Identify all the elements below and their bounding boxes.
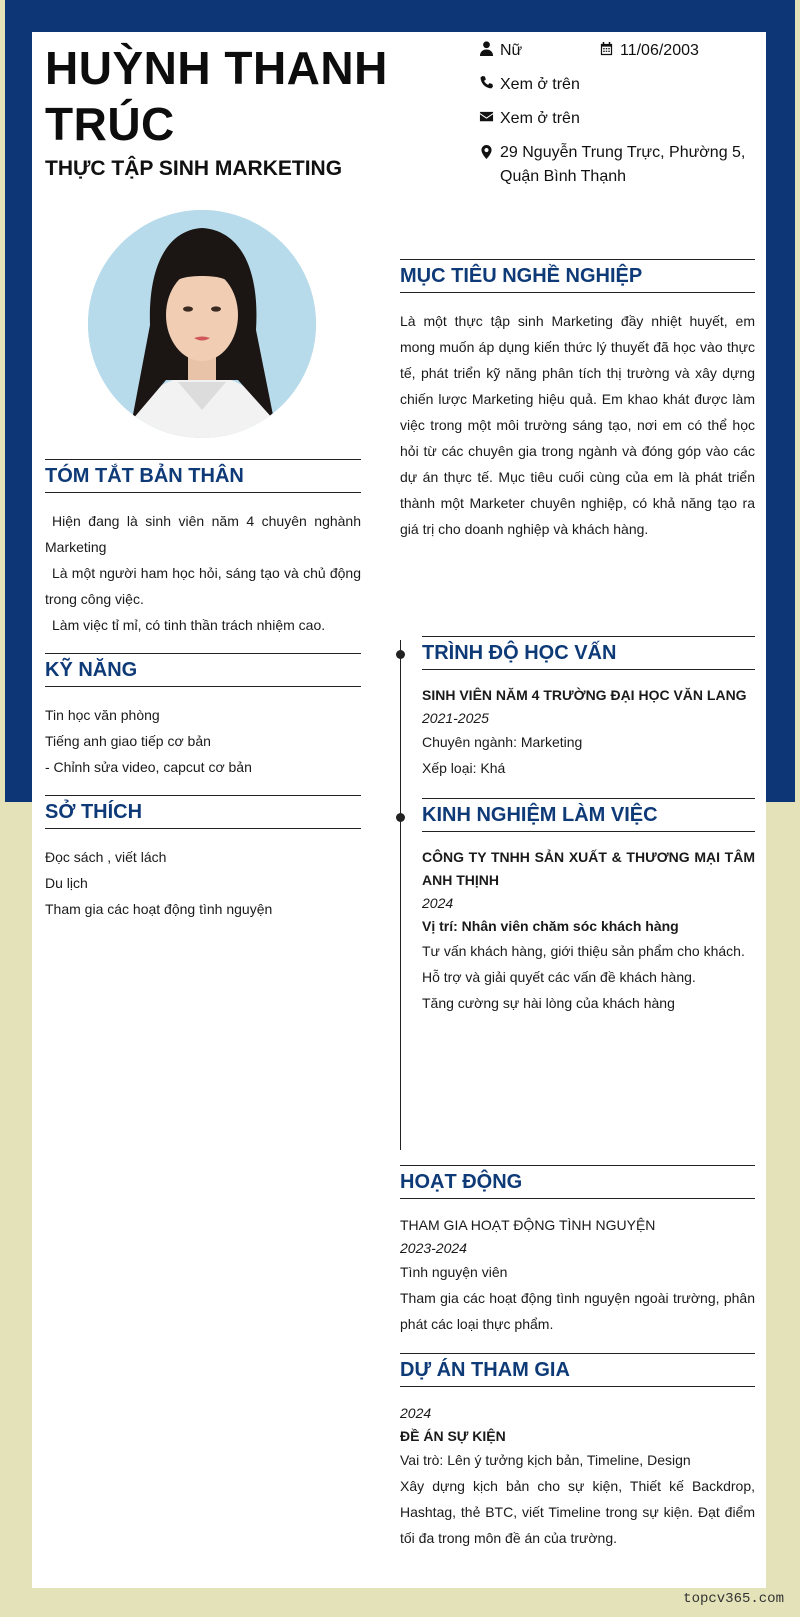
profile-photo [88, 210, 316, 438]
projects-block [400, 1401, 755, 1551]
activities-title: HOẠT ĐỘNG [400, 1165, 755, 1199]
project-desc: Xây dựng kịch bản cho sự kiện, Thiết kế Backdrop, Hashtag, thẻ BTC, viết Timeline trong sự kiện. Đạt điểm tối đa trong môn đề án của trường. [400, 1478, 755, 1546]
experience-title: KINH NGHIỆM LÀM VIỆC [422, 798, 755, 832]
person-icon [479, 41, 494, 56]
timeline-dot [396, 650, 405, 659]
hobby-item: Du lịch [45, 875, 88, 891]
experience-task: Tăng cường sự hài lòng của khách hàng [422, 995, 675, 1011]
experience-company: CÔNG TY TNHH SẢN XUẤT & THƯƠNG MẠI TÂM ANH THỊNH [422, 849, 755, 888]
summary-line: Làm việc tỉ mỉ, có tinh thần trách nhiệm cao. [52, 617, 326, 633]
summary-line: Là một người ham học hỏi, sáng tạo và chủ động trong công việc. [45, 565, 361, 607]
phone-icon [479, 75, 494, 90]
activities-block [400, 1213, 755, 1337]
project-name: ĐỀ ÁN SỰ KIỆN [400, 1428, 506, 1444]
experience-task: Tư vấn khách hàng, giới thiệu sản phẩm cho khách. [422, 943, 745, 959]
skills-list [45, 702, 361, 780]
education-major: Chuyên ngành: Marketing [422, 734, 583, 750]
hobby-item: Tham gia các hoạt động tình nguyện [45, 901, 273, 917]
hobbies-list [45, 844, 361, 922]
activity-name: THAM GIA HOẠT ĐỘNG TÌNH NGUYỆN [400, 1217, 656, 1233]
activity-desc: Tham gia các hoạt động tình nguyện ngoài trường, phân phát các loại thực phẩm. [400, 1290, 755, 1332]
contact-phone [479, 73, 580, 97]
timeline-dot [396, 813, 405, 822]
experience-position: Vị trí: Nhân viên chăm sóc khách hàng [422, 918, 679, 934]
education-school: SINH VIÊN NĂM 4 TRƯỜNG ĐẠI HỌC VĂN LANG [422, 687, 747, 703]
education-period: 2021-2025 [422, 710, 489, 726]
dob-value: 11/06/2003 [620, 42, 699, 59]
experience-period: 2024 [422, 895, 454, 911]
objective-text: Là một thực tập sinh Marketing đầy nhiệt huyết, em mong muốn áp dụng kiến thức lý thuyết đã học vào thực tế, phát triển kỹ năng phân tích thị trường và xây dựng chiến lược Marketing hiệu quả. Em khao khát được làm việc trong một môi trường sáng tạo, nơi em có thể học hỏi từ các chuyên gia trong ngành và đóng góp vào các dự án thực tế. Mục tiêu cuối cùng của em là phát triển thành một Marketer chuyên nghiệp, có khả năng tạo ra giá trị cho doanh nghiệp và khách hàng. [400, 313, 755, 537]
summary-text [45, 508, 361, 638]
activity-period: 2023-2024 [400, 1240, 467, 1256]
address-value: 29 Nguyễn Trung Trực, Phường 5, Quận Bình Thạnh [500, 144, 746, 185]
summary-title: TÓM TẮT BẢN THÂN [45, 459, 361, 493]
hobbies-title: SỞ THÍCH [45, 795, 361, 829]
skill-item: - Chỉnh sửa video, capcut cơ bản [45, 759, 252, 775]
timeline-line [400, 640, 401, 1150]
summary-line: Hiện đang là sinh viên năm 4 chuyên nghành Marketing [45, 513, 361, 555]
candidate-name: HUỲNH THANH TRÚC [45, 42, 388, 150]
objective-title: MỤC TIÊU NGHỀ NGHIỆP [400, 259, 755, 293]
hobby-item: Đọc sách , viết lách [45, 849, 167, 865]
projects-title: DỰ ÁN THAM GIA [400, 1353, 755, 1387]
contact-email [479, 107, 580, 131]
skill-item: Tin học văn phòng [45, 707, 160, 723]
candidate-role: THỰC TẬP SINH MARKETING [45, 157, 343, 180]
gender-value: Nữ [500, 42, 523, 59]
contact-gender [479, 39, 522, 63]
watermark: topcv365.com [683, 1591, 784, 1607]
project-period: 2024 [400, 1405, 432, 1421]
education-title: TRÌNH ĐỘ HỌC VẤN [422, 636, 755, 670]
skill-item: Tiếng anh giao tiếp cơ bản [45, 733, 211, 749]
experience-task: Hỗ trợ và giải quyết các vấn đề khách hàng. [422, 969, 696, 985]
experience-block [422, 846, 755, 1016]
portrait-image [88, 210, 316, 438]
project-role: Vai trò: Lên ý tưởng kịch bản, Timeline, Design [400, 1452, 691, 1468]
skills-title: KỸ NĂNG [45, 653, 361, 687]
education-block [422, 683, 755, 781]
email-value: Xem ở trên [500, 110, 580, 127]
contact-dob [599, 39, 699, 63]
calendar-icon [599, 41, 614, 56]
education-grade: Xếp loại: Khá [422, 760, 506, 776]
contact-address [479, 141, 749, 189]
location-pin-icon [479, 143, 494, 161]
envelope-icon [479, 109, 494, 124]
phone-value: Xem ở trên [500, 76, 580, 93]
activity-role: Tình nguyện viên [400, 1264, 508, 1280]
